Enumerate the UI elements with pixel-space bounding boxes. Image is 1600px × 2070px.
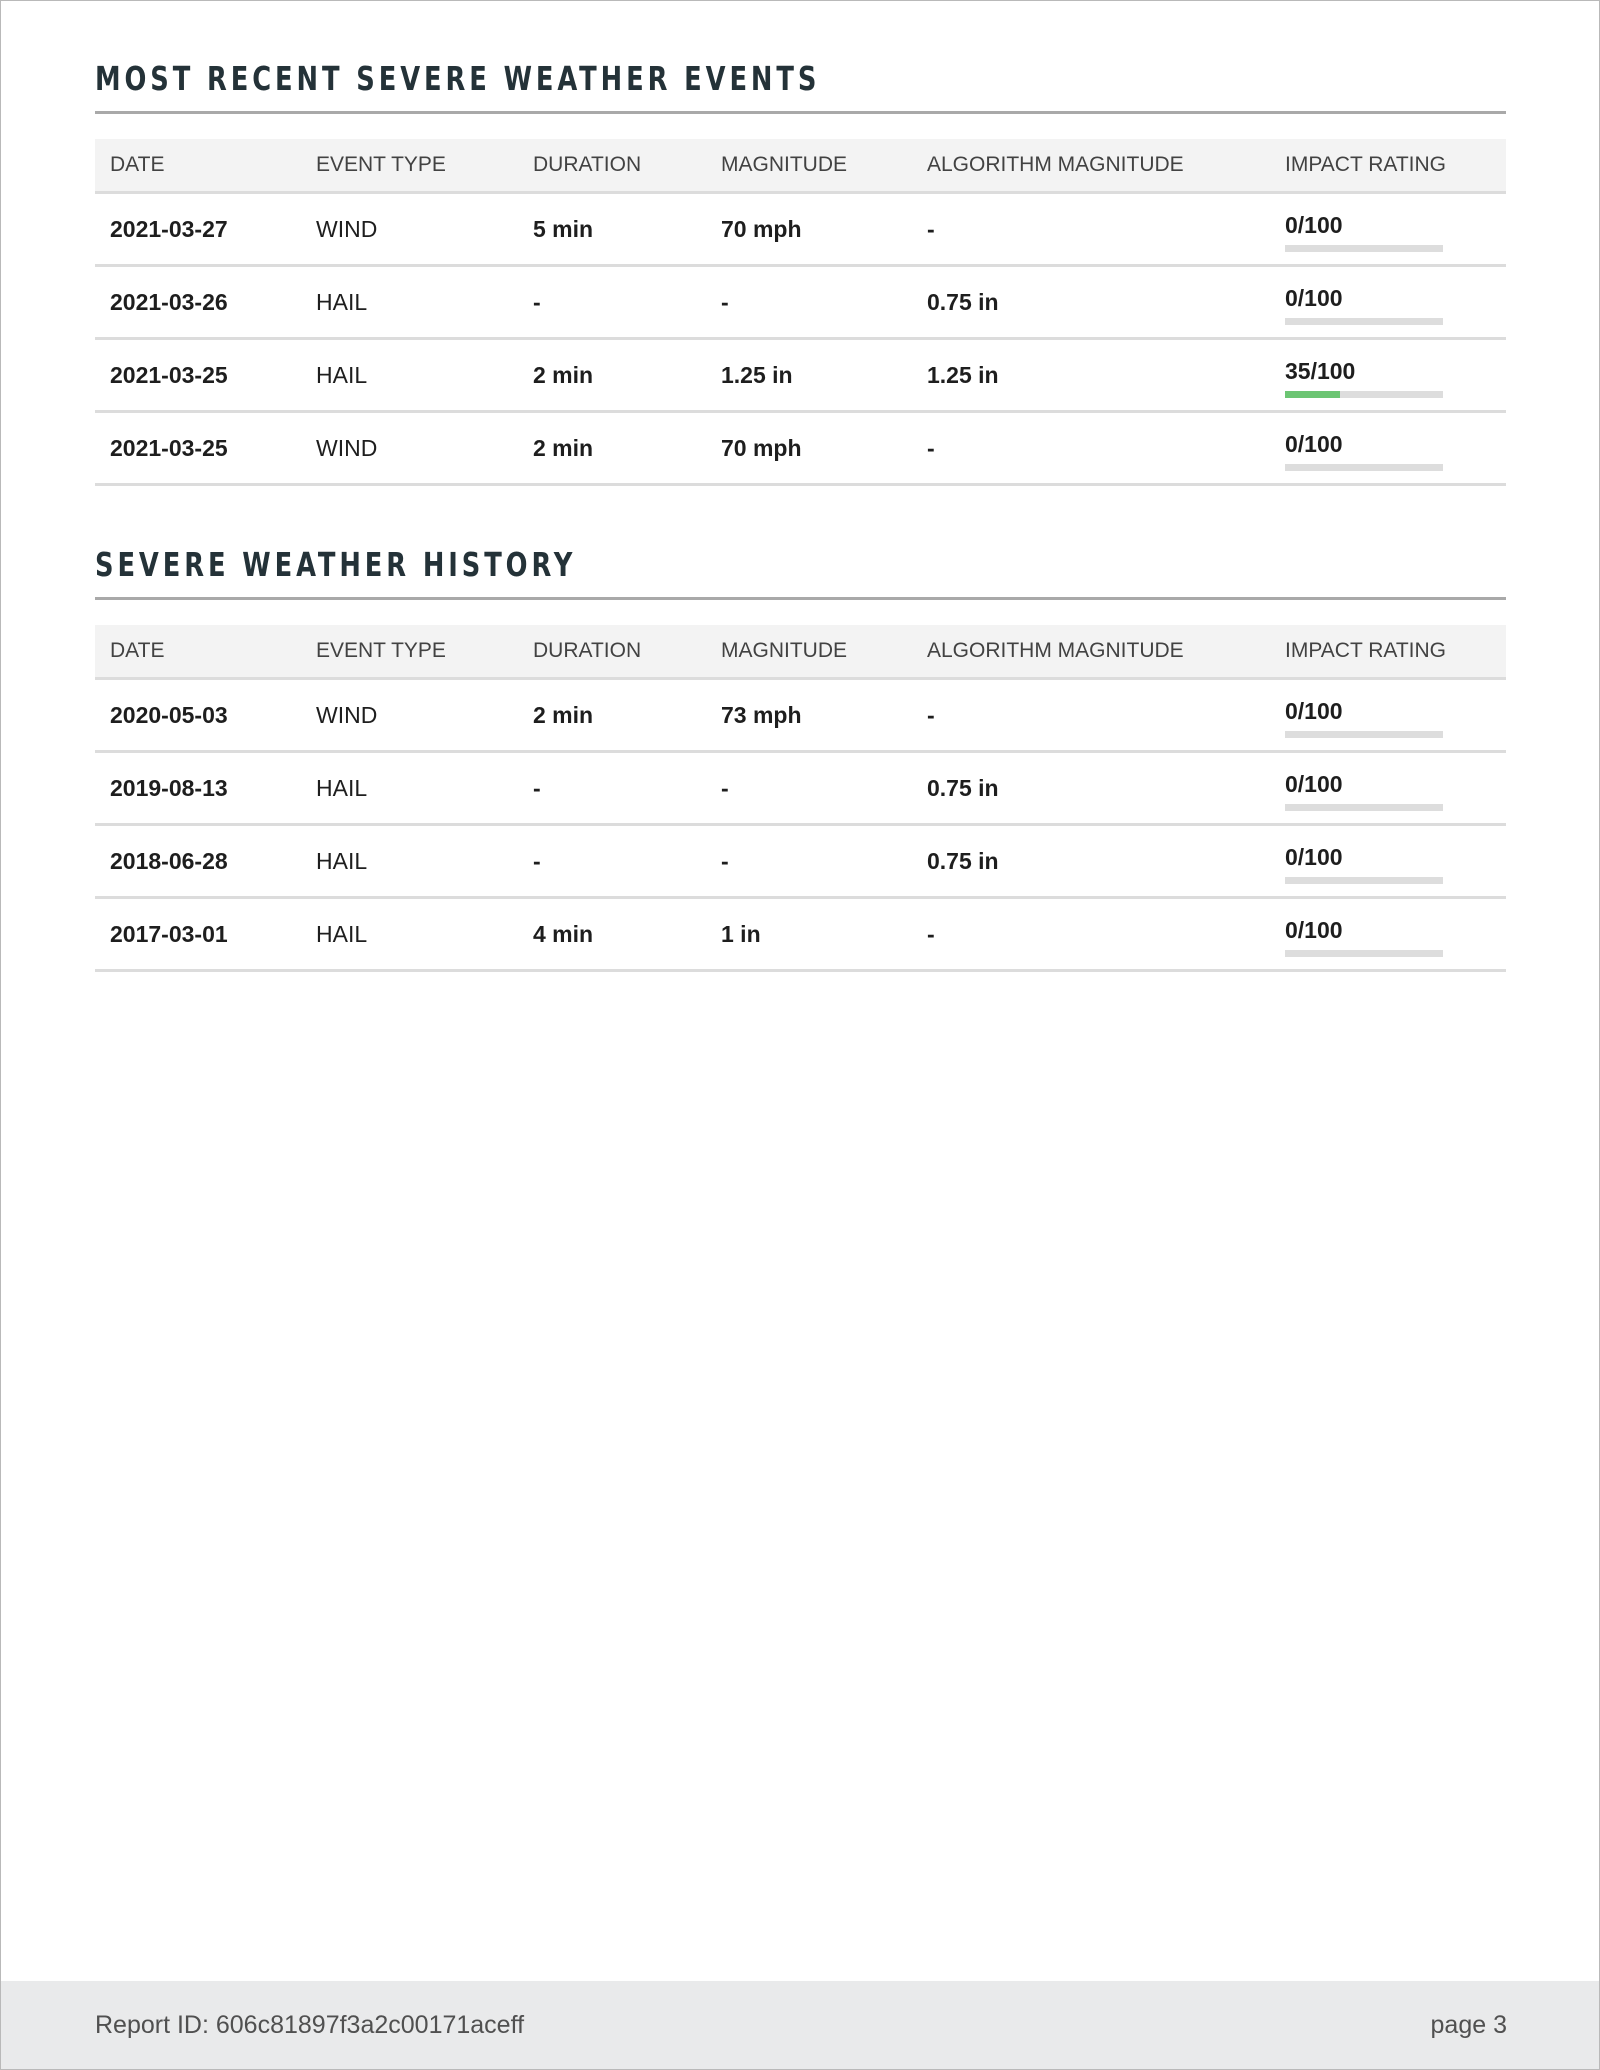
table-header <box>95 625 1506 679</box>
algorithm-magnitude-cell: 1.25 in <box>912 339 1270 412</box>
algorithm-magnitude-cell: 0.75 in <box>912 752 1270 825</box>
column-header-algorithm-magnitude: ALGORITHM MAGNITUDE <box>912 139 1270 193</box>
magnitude-cell: 70 mph <box>706 412 912 485</box>
table-row <box>95 266 1506 339</box>
duration-cell: 2 min <box>518 679 706 752</box>
column-header-date: DATE <box>95 625 301 679</box>
event-type-cell: WIND <box>301 412 518 485</box>
column-header-event-type: EVENT TYPE <box>301 139 518 193</box>
magnitude-cell: 73 mph <box>706 679 912 752</box>
impact-rating-bar <box>1285 245 1443 252</box>
impact-rating-bar <box>1285 877 1443 884</box>
event-type-cell: HAIL <box>301 266 518 339</box>
column-header-impact-rating: IMPACT RATING <box>1270 625 1506 679</box>
impact-rating-value: 0/100 <box>1285 917 1343 943</box>
report-id: Report ID: 606c81897f3a2c00171aceff <box>95 2011 525 2039</box>
section-title: SEVERE WEATHER HISTORY <box>95 545 577 584</box>
recent-events-section <box>95 59 1506 486</box>
table-body <box>95 679 1506 971</box>
column-header-date: DATE <box>95 139 301 193</box>
magnitude-cell: - <box>706 266 912 339</box>
event-type-cell: HAIL <box>301 898 518 971</box>
impact-rating <box>1285 826 1506 896</box>
column-header-algorithm-magnitude: ALGORITHM MAGNITUDE <box>912 625 1270 679</box>
impact-rating <box>1285 267 1506 337</box>
table-row <box>95 752 1506 825</box>
duration-cell: 4 min <box>518 898 706 971</box>
impact-rating-value: 0/100 <box>1285 771 1343 797</box>
impact-rating-value: 0/100 <box>1285 285 1343 311</box>
date-cell: 2020-05-03 <box>95 679 301 752</box>
page-footer <box>1 1981 1599 2069</box>
event-type-cell: HAIL <box>301 825 518 898</box>
event-type-cell: HAIL <box>301 339 518 412</box>
impact-rating-bar <box>1285 464 1443 471</box>
impact-rating-value: 0/100 <box>1285 844 1343 870</box>
date-cell: 2018-06-28 <box>95 825 301 898</box>
magnitude-cell: 70 mph <box>706 193 912 266</box>
impact-rating-value: 0/100 <box>1285 212 1343 238</box>
impact-rating-bar-fill <box>1285 391 1340 398</box>
date-cell: 2021-03-27 <box>95 193 301 266</box>
magnitude-cell: 1 in <box>706 898 912 971</box>
impact-rating-bar <box>1285 391 1443 398</box>
impact-rating-bar <box>1285 804 1443 811</box>
table-header <box>95 139 1506 193</box>
event-type-cell: HAIL <box>301 752 518 825</box>
magnitude-cell: 1.25 in <box>706 339 912 412</box>
impact-rating <box>1285 340 1506 410</box>
table-row <box>95 339 1506 412</box>
date-cell: 2021-03-26 <box>95 266 301 339</box>
impact-rating-cell <box>1270 679 1506 752</box>
impact-rating-bar <box>1285 950 1443 957</box>
algorithm-magnitude-cell: - <box>912 898 1270 971</box>
impact-rating <box>1285 413 1506 483</box>
duration-cell: 5 min <box>518 193 706 266</box>
event-type-cell: WIND <box>301 193 518 266</box>
impact-rating-cell <box>1270 898 1506 971</box>
impact-rating-cell <box>1270 412 1506 485</box>
section-title: MOST RECENT SEVERE WEATHER EVENTS <box>95 59 821 98</box>
impact-rating <box>1285 194 1506 264</box>
table-row <box>95 825 1506 898</box>
date-cell: 2019-08-13 <box>95 752 301 825</box>
algorithm-magnitude-cell: - <box>912 412 1270 485</box>
impact-rating <box>1285 899 1506 969</box>
impact-rating-bar <box>1285 318 1443 325</box>
impact-rating-cell <box>1270 339 1506 412</box>
column-header-impact-rating: IMPACT RATING <box>1270 139 1506 193</box>
impact-rating-cell <box>1270 193 1506 266</box>
impact-rating-value: 0/100 <box>1285 431 1343 457</box>
impact-rating-cell <box>1270 752 1506 825</box>
title-divider <box>95 597 1506 600</box>
page-number: page 3 <box>1430 2011 1507 2039</box>
column-header-magnitude: MAGNITUDE <box>706 625 912 679</box>
table-row <box>95 898 1506 971</box>
header-row <box>95 139 1506 193</box>
duration-cell: - <box>518 266 706 339</box>
duration-cell: - <box>518 752 706 825</box>
history-section <box>95 545 1506 972</box>
impact-rating-cell <box>1270 825 1506 898</box>
date-cell: 2021-03-25 <box>95 339 301 412</box>
recent-events-table <box>95 139 1506 486</box>
impact-rating-bar <box>1285 731 1443 738</box>
duration-cell: 2 min <box>518 339 706 412</box>
column-header-duration: DURATION <box>518 625 706 679</box>
magnitude-cell: - <box>706 752 912 825</box>
impact-rating <box>1285 753 1506 823</box>
magnitude-cell: - <box>706 825 912 898</box>
table-row <box>95 193 1506 266</box>
table-row <box>95 412 1506 485</box>
table-body <box>95 193 1506 485</box>
impact-rating-value: 35/100 <box>1285 358 1356 384</box>
title-divider <box>95 111 1506 114</box>
header-row <box>95 625 1506 679</box>
impact-rating-value: 0/100 <box>1285 698 1343 724</box>
algorithm-magnitude-cell: - <box>912 679 1270 752</box>
algorithm-magnitude-cell: 0.75 in <box>912 825 1270 898</box>
table-row <box>95 679 1506 752</box>
algorithm-magnitude-cell: - <box>912 193 1270 266</box>
history-table <box>95 625 1506 972</box>
column-header-magnitude: MAGNITUDE <box>706 139 912 193</box>
impact-rating-cell <box>1270 266 1506 339</box>
date-cell: 2017-03-01 <box>95 898 301 971</box>
impact-rating <box>1285 680 1506 750</box>
duration-cell: 2 min <box>518 412 706 485</box>
event-type-cell: WIND <box>301 679 518 752</box>
duration-cell: - <box>518 825 706 898</box>
date-cell: 2021-03-25 <box>95 412 301 485</box>
column-header-event-type: EVENT TYPE <box>301 625 518 679</box>
algorithm-magnitude-cell: 0.75 in <box>912 266 1270 339</box>
column-header-duration: DURATION <box>518 139 706 193</box>
